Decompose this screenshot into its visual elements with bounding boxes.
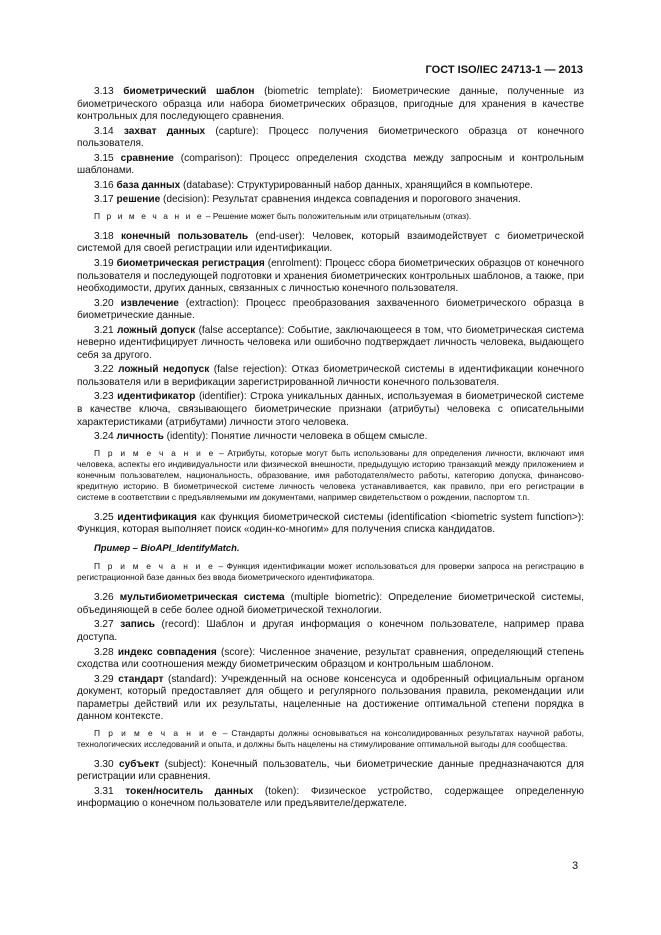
entry-number: 3.24 <box>94 431 114 443</box>
entry-term: мультибиометрическая система <box>119 592 285 604</box>
entry-number: 3.15 <box>94 152 114 164</box>
entry-number: 3.26 <box>94 592 114 604</box>
term-entry <box>77 364 584 389</box>
entry-number: 3.21 <box>94 324 114 336</box>
entry-term: стандарт <box>118 673 164 685</box>
term-entry <box>77 391 584 429</box>
term-entry <box>77 647 584 672</box>
entry-text: (enrolment): Процесс сбора биометрических образцов от конечного пользователя и последующей подготовки и хранения биометрических контрольных шаблонов, а также, при необходимости, других данных, связанных с личностью конечного пользователя. <box>77 258 585 295</box>
entry-number: 3.30 <box>94 758 114 770</box>
example: Пример – BioAPI_IdentifyMatch. <box>94 541 240 553</box>
entry-number: 3.23 <box>94 391 114 403</box>
term-entry <box>77 153 584 178</box>
note-label: П р и м е ч а н и е <box>94 561 215 572</box>
term-entry <box>77 512 584 537</box>
entry-term: субъект <box>119 758 160 770</box>
entry-number: 3.31 <box>94 785 114 797</box>
entry-term: токен/носитель данных <box>125 785 254 797</box>
entry-text: (identity): Понятие личности человека в общем смысле. <box>163 431 428 443</box>
entry-number: 3.19 <box>94 258 114 270</box>
entry-term: извлечение <box>120 297 179 309</box>
entry-term: сравнение <box>120 152 174 164</box>
entry-text: (record): Шаблон и другая информация о конечном пользователе, например права доступа. <box>77 619 585 643</box>
entry-number: 3.13 <box>94 86 114 97</box>
entry-number: 3.29 <box>94 673 114 685</box>
note-label: П р и м е ч а н и е <box>94 447 216 458</box>
term-entry <box>77 86 584 124</box>
page-number: 3 <box>572 860 579 872</box>
entry-number: 3.22 <box>94 364 114 376</box>
term-entry <box>77 180 584 193</box>
term-entry <box>77 592 584 617</box>
entry-number: 3.25 <box>94 511 114 523</box>
term-entry <box>77 126 584 151</box>
entry-text: (comparison): Процесс определения сходства между запросным и контрольным шаблонами. <box>77 152 584 177</box>
entry-number: 3.17 <box>94 194 114 206</box>
entry-number: 3.14 <box>94 125 114 137</box>
standard-header: ГОСТ ISO/IEC 24713-1 — 2013 <box>425 64 583 76</box>
entry-term: идентификация <box>117 511 197 523</box>
note <box>77 728 584 750</box>
note-label: П р и м е ч а н и е <box>94 210 204 221</box>
term-entry <box>77 759 584 784</box>
note <box>77 211 584 222</box>
term-entry <box>77 431 584 444</box>
entry-term: индекс совпадения <box>117 646 217 658</box>
entry-term: биометрический шаблон <box>123 86 255 97</box>
entry-text: как функция биометрической системы (identification <biometric system function>): Функция, которая выполняет поиск «один-ко-многим» для получения списка кандидатов. <box>77 511 584 536</box>
entry-term: база данных <box>116 179 181 191</box>
term-entry <box>77 325 584 363</box>
entry-term: биометрическая регистрация <box>116 258 265 270</box>
entry-term: решение <box>116 194 161 206</box>
entry-number: 3.16 <box>94 179 114 191</box>
note <box>77 448 584 503</box>
term-entry <box>77 298 584 323</box>
note-text: – Атрибуты, которые могут быть использованы для определения личности, включают имя человека, аспекты его индивидуальности или физической внешности, предыдущую историю транзакций между приложением и конечным пользователем, национальность, образование, имя работодателя/место работы, категорию допуска, финансово-кредитную историю. В биометрической системе личность человека устанавливается, как правило, при его регистрации в системе в соответствии с предъявляемыми им документами, например свидетельством о рождении, паспортом т.п. <box>77 447 584 502</box>
entry-term: конечный пользователь <box>121 230 249 242</box>
entry-text: (identifier): Строка уникальных данных, используемая в биометрической системе в качестве ключа, связывающего биометрические признаки (атрибуты) человека с описательными характеристиками (атрибутами) личности этого человека. <box>77 391 584 428</box>
entry-text: (token): Физическое устройство, содержащее определенную информацию о конечном пользователе или предъявителе/держателе. <box>77 785 584 810</box>
entry-number: 3.28 <box>94 646 114 658</box>
entry-text: (false acceptance): Событие, заключающееся в том, что биометрическая система неверно идентифицирует личность человека или ошибочно подтверждает личность человека, выдающего себя за другого. <box>77 324 584 361</box>
entry-term: личность <box>116 431 164 443</box>
note-text: – Решение может быть положительным или отрицательным (отказ). <box>203 210 472 221</box>
entry-number: 3.20 <box>94 297 114 309</box>
note <box>77 561 584 583</box>
entry-number: 3.27 <box>94 619 114 631</box>
entry-text: (false rejection): Отказ биометрической системы в идентификации конечного пользователя или в верификации зарегистрированной личности конечного пользователя. <box>77 364 584 388</box>
term-entry <box>77 258 584 296</box>
document-body <box>77 86 584 813</box>
note-label: П р и м е ч а н и е <box>94 727 219 738</box>
term-entry <box>77 619 584 644</box>
entry-term: ложный недопуск <box>118 364 210 376</box>
entry-text: (capture): Процесс получения биометрического образца от конечного пользователя. <box>77 125 585 150</box>
entry-text: (extraction): Процесс преобразования захваченного биометрического образца в биометрические данные. <box>77 297 584 322</box>
entry-term: запись <box>120 619 155 631</box>
entry-term: ложный допуск <box>116 324 196 336</box>
note-text: – Функция идентификации может использоваться для проверки запроса на регистрацию в регистрационной базе данных без ввода биометрического идентификатора. <box>77 561 584 583</box>
entry-term: захват данных <box>123 125 206 137</box>
term-entry <box>77 231 584 256</box>
term-entry <box>77 786 584 811</box>
entry-text: (decision): Результат сравнения индекса совпадения и порогового значения. <box>160 194 521 206</box>
entry-text: (end-user): Человек, который взаимодействует с биометрической системой для своей регистрации или идентификации. <box>77 230 584 255</box>
term-entry <box>77 194 584 207</box>
entry-text: (score): Численное значение, результат сравнения, определяющий степень сходства или соотношения между биометрическим образцом и контрольным шаблоном. <box>77 646 585 671</box>
entry-term: идентификатор <box>117 391 196 403</box>
note-text: – Стандарты должны основываться на консолидированных результатах научной работы, технологических исследований и опыта, и должны быть нацелены на стимулирование оптимальной выгоды для сообщества. <box>77 727 584 749</box>
entry-text: (biometric template): Биометрические данные, полученные из биометрического образца или набора биометрических образцов, пригодные для хранения в качестве контрольных для последующего сравнения. <box>77 86 584 123</box>
entry-text: (standard): Учрежденный на основе консенсуса и одобренный официальным органом документ, который предоставляет для общего и регулярного пользования правила, рекомендации или параметры действий или их результаты, нацеленные на достижение оптимальной степени порядка в данном контексте. <box>77 673 585 723</box>
entry-text: (multiple biometric): Определение биометрической системы, объединяющей в себе более одной биометрической технологии. <box>77 592 584 616</box>
entry-text: (subject): Конечный пользователь, чьи биометрические данные предназначаются для регистрации или сравнения. <box>77 758 584 783</box>
term-entry <box>77 674 584 724</box>
entry-text: (database): Структурированный набор данных, хранящийся в компьютере. <box>180 179 533 191</box>
entry-number: 3.18 <box>94 230 114 242</box>
